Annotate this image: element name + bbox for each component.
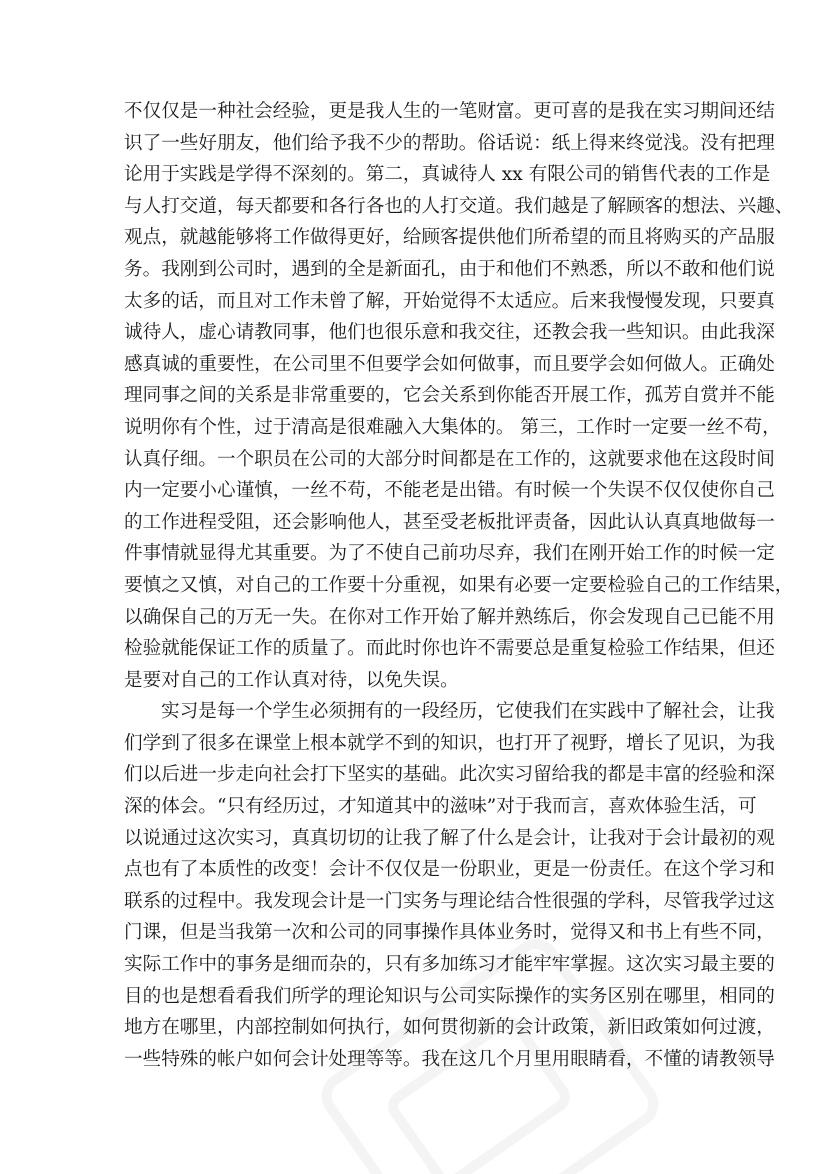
text-line: 一些特殊的帐户如何会计处理等等。我在这几个月里用眼睛看，不懂的请教领导 bbox=[124, 1048, 775, 1070]
text-line: 认真仔细。一个职员在公司的大部分时间都是在工作的，这就要求他在这段时间 bbox=[124, 448, 775, 470]
text-line: 们学到了很多在课堂上根本就学不到的知识，也打开了视野，增长了见识，为我 bbox=[124, 732, 775, 754]
text-line: 件事情就显得尤其重要。为了不使自己前功尽弃，我们在刚开始工作的时候一定 bbox=[124, 543, 775, 565]
text-line: 与人打交道，每天都要和各行各也的人打交道。我们越是了解顾客的想法、兴趣、 bbox=[124, 195, 794, 217]
text-line: 论用于实践是学得不深刻的。第二，真诚待人 xx 有限公司的销售代表的工作是 bbox=[124, 164, 771, 186]
text-line: 以确保自己的万无一失。在你对工作开始了解并熟练后，你会发现自己已能不用 bbox=[124, 606, 775, 628]
text-line: 地方在哪里，内部控制如何执行，如何贯彻新的会计政策，新旧政策如何过渡， bbox=[124, 1017, 775, 1039]
text-line: 识了一些好朋友，他们给予我不少的帮助。俗话说：纸上得来终觉浅。没有把理 bbox=[124, 132, 775, 154]
text-line: 内一定要小心谨慎，一丝不苟，不能老是出错。有时候一个失误不仅仅使你自己 bbox=[124, 480, 775, 502]
text-line: 们以后进一步走向社会打下坚实的基础。此次实习留给我的都是丰富的经验和深 bbox=[124, 764, 775, 786]
text-line: 目的也是想看看我们所学的理论知识与公司实际操作的实务区别在哪里，相同的 bbox=[124, 985, 775, 1007]
text-line: 观点，就越能够将工作做得更好，给顾客提供他们所希望的而且将购买的产品服 bbox=[124, 227, 775, 249]
body-text bbox=[124, 96, 794, 1075]
text-line: 要慎之又慎，对自己的工作要十分重视，如果有必要一定要检验自己的工作结果， bbox=[124, 574, 794, 596]
text-line: 务。我刚到公司时，遇到的全是新面孔，由于和他们不熟悉，所以不敢和他们说 bbox=[124, 258, 775, 280]
text-line: 说明你有个性，过于清高是很难融入大集体的。 第三，工作时一定要一丝不苟， bbox=[124, 416, 781, 438]
text-line: 联系的过程中。我发现会计是一门实务与理论结合性很强的学科，尽管我学过这 bbox=[124, 890, 775, 912]
text-line: 是要对自己的工作认真对待，以免失误。 bbox=[124, 669, 459, 691]
text-line: 太多的话，而且对工作未曾了解，开始觉得不太适应。后来我慢慢发现，只要真 bbox=[124, 290, 775, 312]
text-line: 感真诚的重要性，在公司里不但要学会如何做事，而且要学会如何做人。正确处 bbox=[124, 353, 775, 375]
text-line: 实际工作中的事务是细而杂的，只有多加练习才能牢牢掌握。这次实习最主要的 bbox=[124, 954, 775, 976]
text-line: 检验就能保证工作的质量了。而此时你也许不需要总是重复检验工作结果，但还 bbox=[124, 638, 775, 660]
text-line: 的工作进程受阻，还会影响他人，甚至受老板批评责备，因此认认真真地做每一 bbox=[124, 511, 775, 533]
text-line: 诚待人，虚心请教同事，他们也很乐意和我交往，还教会我一些知识。由此我深 bbox=[124, 322, 775, 344]
text-line: 门课，但是当我第一次和公司的同事操作具体业务时，觉得又和书上有些不同， bbox=[124, 922, 775, 944]
text-line: 深的体会。“只有经历过，才知道其中的滋味”对于我而言，喜欢体验生活，可 bbox=[124, 796, 757, 818]
text-line: 不仅仅是一种社会经验，更是我人生的一笔财富。更可喜的是我在实习期间还结 bbox=[124, 101, 775, 122]
text-line: 以说通过这次实习，真真切切的让我了解了什么是会计，让我对于会计最初的观 bbox=[124, 827, 775, 849]
text-line: 点也有了本质性的改变！会计不仅仅是一份职业，更是一份责任。在这个学习和 bbox=[124, 859, 775, 881]
text-line: 理同事之间的关系是非常重要的，它会关系到你能否开展工作，孤芳自赏并不能 bbox=[124, 385, 775, 407]
paragraph-first-line: 实习是每一个学生必须拥有的一段经历，它使我们在实践中了解社会，让我 bbox=[161, 701, 775, 723]
